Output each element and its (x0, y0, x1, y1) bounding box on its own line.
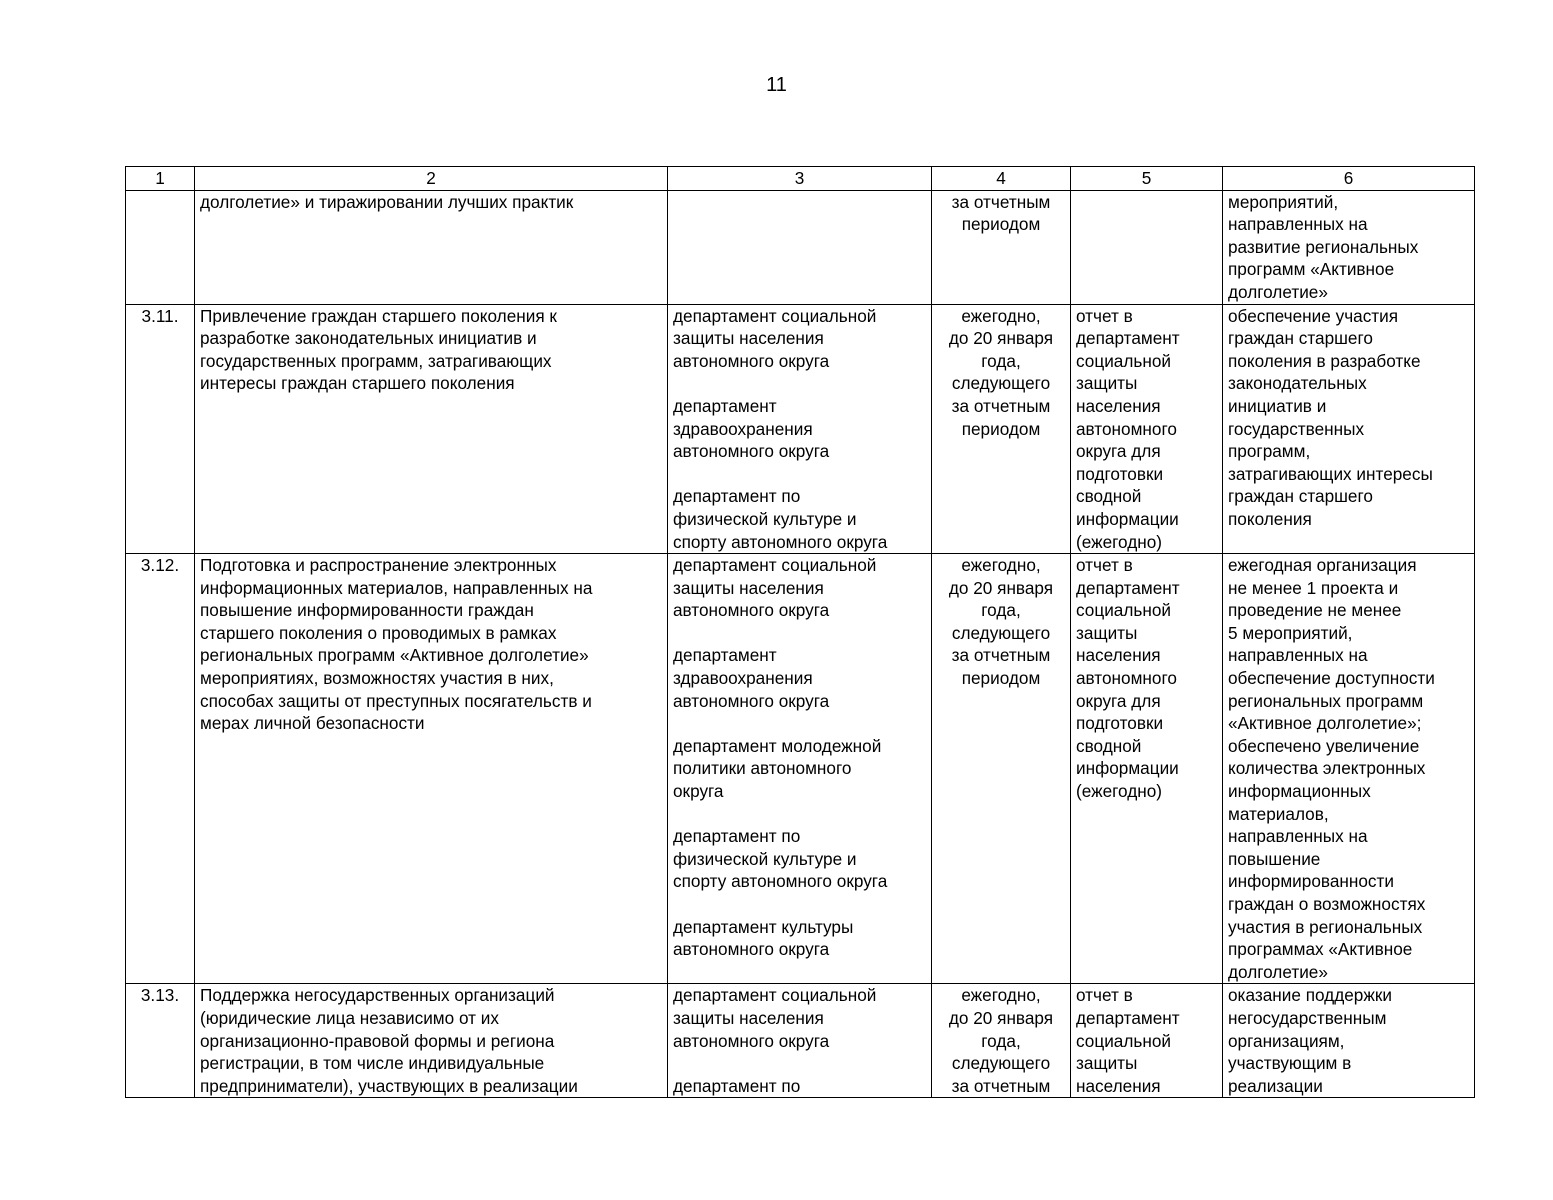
column-header: 5 (1071, 167, 1223, 191)
column-header: 4 (932, 167, 1071, 191)
deadline-cell: ежегодно, до 20 января года, следующего за отчетным (932, 984, 1071, 1098)
event-cell: долголетие» и тиражировании лучших практик (195, 190, 668, 304)
report-cell: отчет в департамент социальной защиты населения автономного округа для подготовки сводной информации (ежегодно) (1071, 554, 1223, 984)
table-row (126, 304, 1475, 554)
deadline-cell: ежегодно, до 20 января года, следующего за отчетным периодом (932, 554, 1071, 984)
table-row (126, 984, 1475, 1098)
report-cell: отчет в департамент социальной защиты населения автономного округа для подготовки сводной информации (ежегодно) (1071, 304, 1223, 554)
column-header: 1 (126, 167, 195, 191)
event-cell: Поддержка негосударственных организаций (юридические лица независимо от их организационно-правовой формы и региона регистрации, в том числе индивидуальные предприниматели), участвующих в реализации (195, 984, 668, 1098)
row-number-cell (126, 190, 195, 304)
table-header-row (126, 167, 1475, 191)
row-number-cell: 3.13. (126, 984, 195, 1098)
row-number-cell: 3.12. (126, 554, 195, 984)
page-number: 11 (766, 74, 787, 96)
report-cell (1071, 190, 1223, 304)
deadline-cell: ежегодно, до 20 января года, следующего за отчетным периодом (932, 304, 1071, 554)
executors-cell (668, 190, 932, 304)
measures-table (125, 166, 1475, 1098)
column-header: 3 (668, 167, 932, 191)
result-cell: оказание поддержки негосударственным организациям, участвующим в реализации (1223, 984, 1475, 1098)
table-row (126, 554, 1475, 984)
result-cell: обеспечение участия граждан старшего поколения в разработке законодательных инициатив и государственных программ, затрагивающих интересы граждан старшего поколения (1223, 304, 1475, 554)
event-cell: Подготовка и распространение электронных информационных материалов, направленных на повышение информированности граждан старшего поколения о проводимых в рамках региональных программ «Активное долголетие» мероприятиях, возможностях участия в них, способах защиты от преступных посягательств и мерах личной безопасности (195, 554, 668, 984)
column-header: 2 (195, 167, 668, 191)
table-row (126, 190, 1475, 304)
column-header: 6 (1223, 167, 1475, 191)
executors-cell: департамент социальной защиты населения автономного округа департамент по (668, 984, 932, 1098)
report-cell: отчет в департамент социальной защиты населения (1071, 984, 1223, 1098)
result-cell: ежегодная организация не менее 1 проекта и проведение не менее 5 мероприятий, направленных на обеспечение доступности региональных программ «Активное долголетие»; обеспечено увеличение количества электронных информационных материалов, направленных на повышение информированности граждан о возможностях участия в региональных программах «Активное долголетие» (1223, 554, 1475, 984)
row-number-cell: 3.11. (126, 304, 195, 554)
deadline-cell: за отчетным периодом (932, 190, 1071, 304)
executors-cell: департамент социальной защиты населения автономного округа департамент здравоохранения автономного округа департамент по физической культуре и спорту автономного округа (668, 304, 932, 554)
executors-cell: департамент социальной защиты населения автономного округа департамент здравоохранения автономного округа департамент молодежной политики автономного округа департамент по физической культуре и спорту автономного округа департамент культуры автономного округа (668, 554, 932, 984)
result-cell: мероприятий, направленных на развитие региональных программ «Активное долголетие» (1223, 190, 1475, 304)
event-cell: Привлечение граждан старшего поколения к разработке законодательных инициатив и государственных программ, затрагивающих интересы граждан старшего поколения (195, 304, 668, 554)
